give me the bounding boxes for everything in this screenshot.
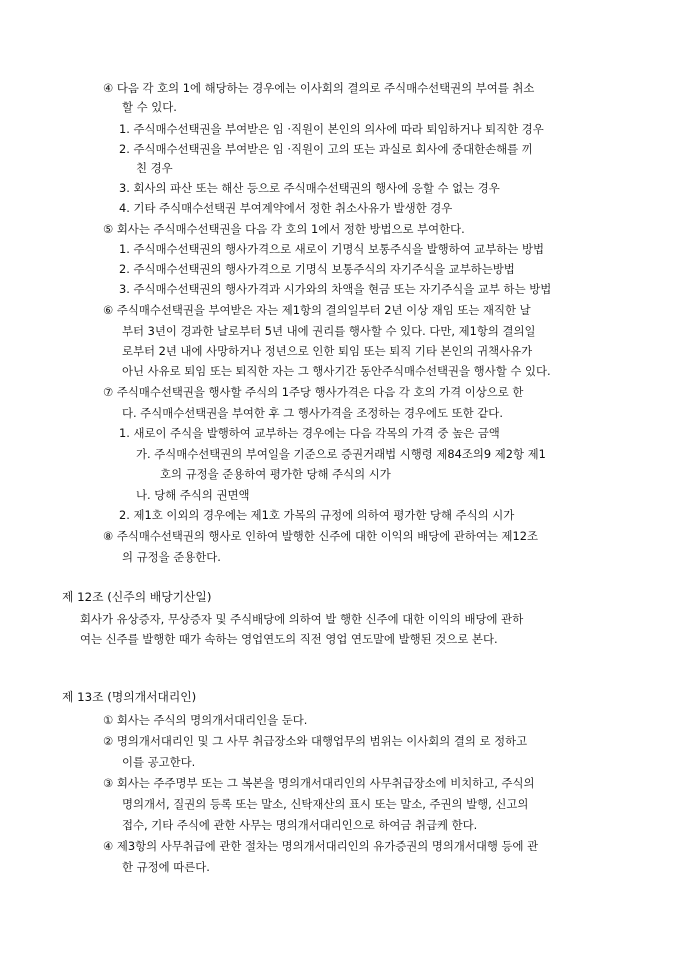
paragraph-4-item-2: 2. 주식매수선택권을 부여받은 임 ·직원이 고의 또는 과실로 회사에 중대한손해를 끼: [119, 142, 533, 156]
article-13-heading: 제 13조 (명의개서대리인): [62, 690, 197, 704]
paragraph-4-line-2: 할 수 있다.: [122, 100, 177, 114]
paragraph-7-item-1-na: 나. 당해 주식의 권면액: [136, 488, 250, 502]
paragraph-5: ⑤ 회사는 주식매수선택권을 다음 각 호의 1에서 정한 방법으로 부여한다.: [103, 222, 465, 236]
article-13-paragraph-3-line-3: 접수, 기타 주식에 관한 사무는 명의개서대리인으로 하여금 취급케 한다.: [122, 818, 478, 832]
paragraph-7-item-1-ga-line-1: 가. 주식매수선택권의 부여일을 기준으로 증권거래법 시행령 제84조의9 제2항 제1: [136, 447, 546, 461]
paragraph-7-item-1-ga-line-2: 호의 규정을 준용하여 평가한 당해 주식의 시가: [160, 467, 391, 481]
paragraph-4-item-2-cont: 친 경우: [136, 161, 173, 175]
paragraph-6-line-3: 로부터 2년 내에 사망하거나 정년으로 인한 퇴임 또는 퇴직 기타 본인의 귀책사유가: [122, 344, 533, 358]
article-13-paragraph-4-line-2: 한 규정에 따른다.: [122, 860, 210, 874]
paragraph-8-line-1: ⑧ 주식매수선택권의 행사로 인하여 발행한 신주에 대한 이익의 배당에 관하여는 제12조: [103, 529, 539, 543]
article-13-paragraph-4-line-1: ④ 제3항의 사무취급에 관한 절차는 명의개서대리인의 유가증권의 명의개서대행 등에 관: [103, 839, 539, 853]
article-13-paragraph-1: ① 회사는 주식의 명의개서대리인을 둔다.: [103, 713, 308, 727]
paragraph-7-line-1: ⑦ 주식매수선택권을 행사할 주식의 1주당 행사가격은 다음 각 호의 가격 이상으로 한: [103, 385, 524, 399]
article-12-heading: 제 12조 (신주의 배당기산일): [62, 590, 212, 604]
paragraph-6-line-2: 부터 3년이 경과한 날로부터 5년 내에 권리를 행사할 수 있다. 다만, 제1항의 결의일: [122, 324, 536, 338]
article-12-body-line-1: 회사가 유상증자, 무상증자 및 주식배당에 의하여 발 행한 신주에 대한 이익의 배당에 관하: [80, 612, 524, 626]
paragraph-5-item-3: 3. 주식매수선택권의 행사가격과 시가와의 차액을 현금 또는 자기주식을 교부 하는 방법: [119, 282, 552, 296]
paragraph-7-item-2: 2. 제1호 이외의 경우에는 제1호 가목의 규정에 의하여 평가한 당해 주식의 시가: [119, 508, 515, 522]
paragraph-4-item-4: 4. 기타 주식매수선택권 부여계약에서 정한 취소사유가 발생한 경우: [119, 201, 453, 215]
paragraph-4-line-1: ④ 다음 각 호의 1에 해당하는 경우에는 이사회의 결의로 주식매수선택권의 부여를 취소: [103, 81, 535, 95]
paragraph-5-item-2: 2. 주식매수선택권의 행사가격으로 기명식 보통주식의 자기주식을 교부하는방법: [119, 262, 515, 276]
paragraph-7-line-2: 다. 주식매수선택권을 부여한 후 그 행사가격을 조정하는 경우에도 또한 같다.: [122, 406, 503, 420]
paragraph-4-item-1: 1. 주식매수선택권을 부여받은 임 ·직원이 본인의 의사에 따라 퇴임하거나 퇴직한 경우: [119, 122, 544, 136]
article-13-paragraph-2-line-2: 이를 공고한다.: [122, 755, 196, 769]
paragraph-4-item-3: 3. 회사의 파산 또는 해산 등으로 주식매수선택권의 행사에 응할 수 없는 경우: [119, 181, 500, 195]
paragraph-6-line-1: ⑥ 주식매수선택권을 부여받은 자는 제1항의 결의일부터 2년 이상 재임 또는 재직한 날: [103, 303, 531, 317]
article-13-paragraph-3-line-1: ③ 회사는 주주명부 또는 그 복본을 명의개서대리인의 사무취급장소에 비치하고, 주식의: [103, 776, 535, 790]
paragraph-7-item-1: 1. 새로이 주식을 발행하여 교부하는 경우에는 다음 각목의 가격 중 높은 금액: [119, 426, 500, 440]
paragraph-8-line-2: 의 규정을 준용한다.: [122, 550, 221, 564]
paragraph-6-line-4: 아닌 사유로 퇴임 또는 퇴직한 자는 그 행사기간 동안주식매수선택권을 행사할 수 있다.: [122, 364, 551, 378]
article-13-paragraph-3-line-2: 명의개서, 질권의 등록 또는 말소, 신탁재산의 표시 또는 말소, 주권의 발행, 신고의: [122, 797, 529, 811]
article-12-body-line-2: 여는 신주를 발행한 때가 속하는 영업연도의 직전 영업 연도말에 발행된 것으로 본다.: [80, 632, 498, 646]
article-13-paragraph-2-line-1: ② 명의개서대리인 및 그 사무 취급장소와 대행업무의 범위는 이사회의 결의 로 정하고: [103, 734, 528, 748]
paragraph-5-item-1: 1. 주식매수선택권의 행사가격으로 새로이 기명식 보통주식을 발행하여 교부하는 방법: [119, 242, 544, 256]
